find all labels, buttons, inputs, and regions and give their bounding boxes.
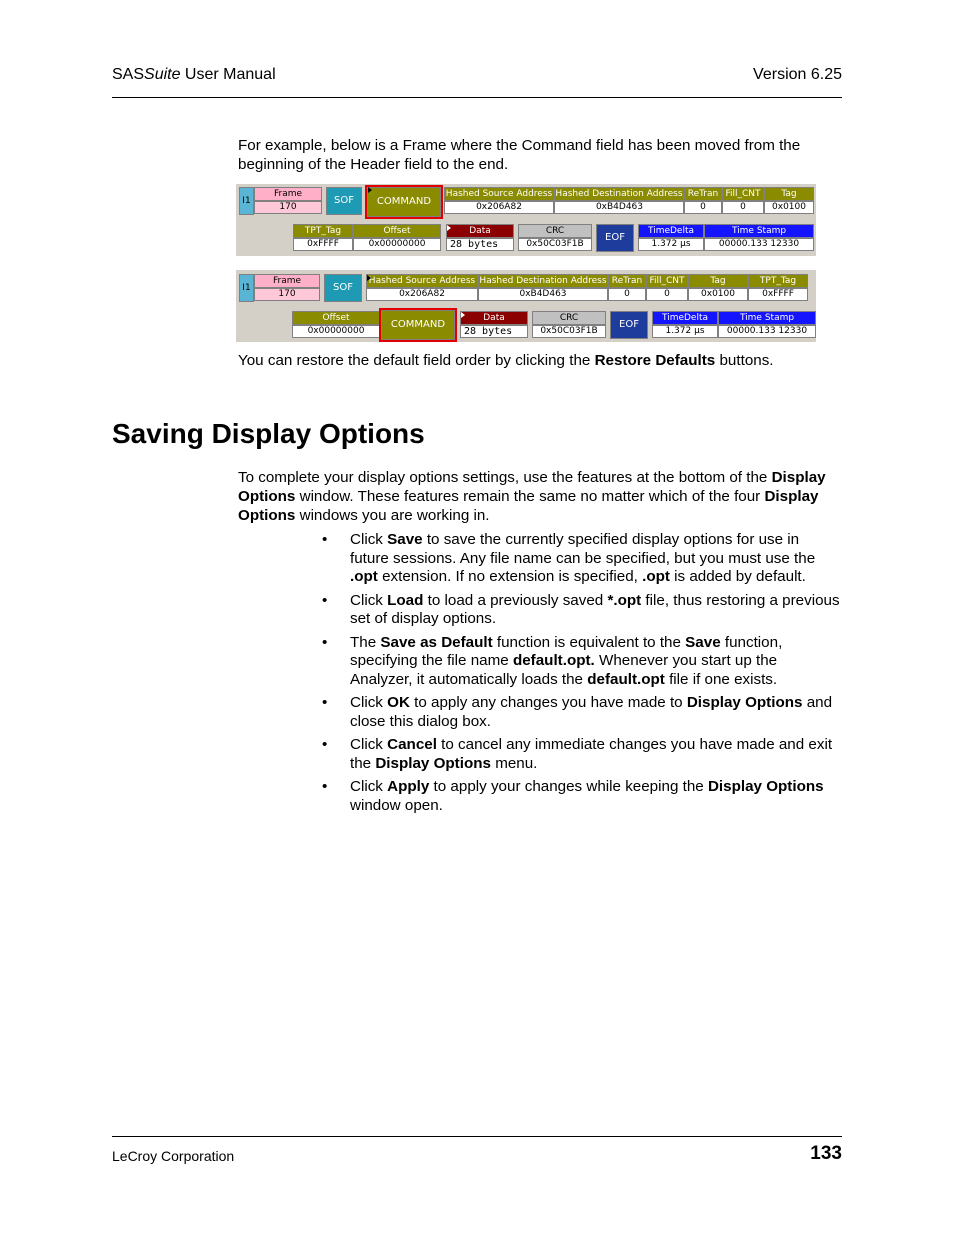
trace1-tpttag-value: 0xFFFF [293,238,353,251]
list-item: • The Save as Default function is equivalent to the Save function, specifying the file name default.opt. Whenever you start up the Analyzer, it automatically loads the default.opt file if one exists. [322,634,842,690]
section-intro-paragraph: To complete your display options settings, use the features at the bottom of the Display Options window. These features remain the same no matter which of the four Display Options windows you are working in. [238,469,826,524]
section-heading: Saving Display Options [112,418,425,449]
trace2-sof-cell: SOF [324,274,362,302]
trace2-retran-label: ReTran [608,274,646,288]
trace1-hsa-value: 0x206A82 [444,201,554,214]
trace2-crc-value: 0x50C03F1B [532,325,606,338]
trace1-tpttag-label: TPT_Tag [293,224,353,238]
trace1-timestamp-label: Time Stamp [704,224,814,238]
intro-paragraph: For example, below is a Frame where the Command field has been moved from the beginning of the Header field to the end. [238,137,801,173]
trace1-fillcnt-value: 0 [722,201,764,214]
trace1-hda-label: Hashed Destination Address [555,189,683,199]
trace2-frame-value: 170 [254,288,320,301]
running-header-title: SASSuite User Manual [112,66,276,83]
trace1-crc-value: 0x50C03F1B [518,238,592,251]
trace2-offset-value: 0x00000000 [292,325,380,338]
trace2-hda-label: Hashed Destination Address [479,276,607,286]
trace1-tag-value: 0x0100 [764,201,814,214]
trace2-hsa-label: Hashed Source Address [366,274,478,288]
trace1-hda-value: 0xB4D463 [554,201,684,214]
options-bullet-list [322,531,842,820]
trace1-command-highlight [365,185,443,219]
header-rule [112,97,842,98]
trace1-offset-label: Offset [353,224,441,238]
trace1-timedelta-value: 1.372 µs [638,238,704,251]
trace2-timestamp-value: 00000.133 12330 [718,325,816,338]
trace2-eof-cell: EOF [610,311,648,339]
trace2-crc-label: CRC [532,311,606,325]
trace2-tpttag-label: TPT_Tag [748,274,808,288]
trace2-command-cell: COMMAND [381,310,455,340]
trace2-timedelta-label: TimeDelta [652,311,718,325]
trace1-sof-cell: SOF [326,187,362,215]
list-item: • Click Apply to apply your changes while keeping the Display Options window open. [322,778,842,815]
trace1-hsa-label: Hashed Source Address [445,189,553,199]
trace2-data-value: 28 bytes [460,325,528,338]
trace2-hda-value: 0xB4D463 [478,288,608,301]
footer-rule [112,1136,842,1137]
page-number: 133 [810,1143,842,1164]
list-item: • Click Cancel to cancel any immediate changes you have made and exit the Display Options menu. [322,736,842,773]
trace1-retran-label: ReTran [684,187,722,201]
trace2-offset-label: Offset [292,311,380,325]
trace2-hsa-value: 0x206A82 [366,288,478,301]
expand-arrow-icon [461,312,465,318]
expand-arrow-icon [368,187,372,193]
trace1-offset-value: 0x00000000 [353,238,441,251]
trace2-retran-value: 0 [608,288,646,301]
restore-defaults-paragraph: You can restore the default field order by clicking the Restore Defaults buttons. [238,352,774,369]
trace2-tag-label: Tag [688,274,748,288]
trace1-frame-value: 170 [254,201,322,214]
expand-arrow-icon [367,275,371,281]
trace2-fillcnt-label: Fill_CNT [646,274,688,288]
trace1-command-cell: COMMAND [367,187,441,217]
list-item: • Click OK to apply any changes you have made to Display Options and close this dialog box. [322,694,842,731]
trace-example-1 [236,184,816,256]
running-header-version: Version 6.25 [753,66,842,83]
trace1-frame-label: Frame [254,187,322,201]
trace-example-2 [236,270,816,342]
expand-arrow-icon [447,225,451,231]
trace1-timedelta-label: TimeDelta [638,224,704,238]
trace1-id-cell: I1 [239,187,254,215]
trace2-tpttag-value: 0xFFFF [748,288,808,301]
trace2-tag-value: 0x0100 [688,288,748,301]
trace1-fillcnt-label: Fill_CNT [722,187,764,201]
footer-company: LeCroy Corporation [112,1148,235,1164]
list-item: • Click Load to load a previously saved *.opt file, thus restoring a previous set of display options. [322,592,842,629]
trace2-timedelta-value: 1.372 µs [652,325,718,338]
list-item: • Click Save to save the currently specified display options for use in future sessions. Any file name can be specified, but you must use the .opt extension. If no extension is specified, .opt is added by default. [322,531,842,587]
trace1-timestamp-value: 00000.133 12330 [704,238,814,251]
trace1-tag-label: Tag [764,187,814,201]
trace1-crc-label: CRC [518,224,592,238]
trace1-retran-value: 0 [684,201,722,214]
trace2-frame-label: Frame [254,274,320,288]
trace1-data-label: Data [446,224,514,238]
trace2-data-label: Data [460,311,528,325]
trace1-eof-cell: EOF [596,224,634,252]
trace2-timestamp-label: Time Stamp [718,311,816,325]
trace2-id-cell: I1 [239,274,254,302]
trace1-data-value: 28 bytes [446,238,514,251]
trace2-fillcnt-value: 0 [646,288,688,301]
trace2-command-highlight [379,308,457,342]
